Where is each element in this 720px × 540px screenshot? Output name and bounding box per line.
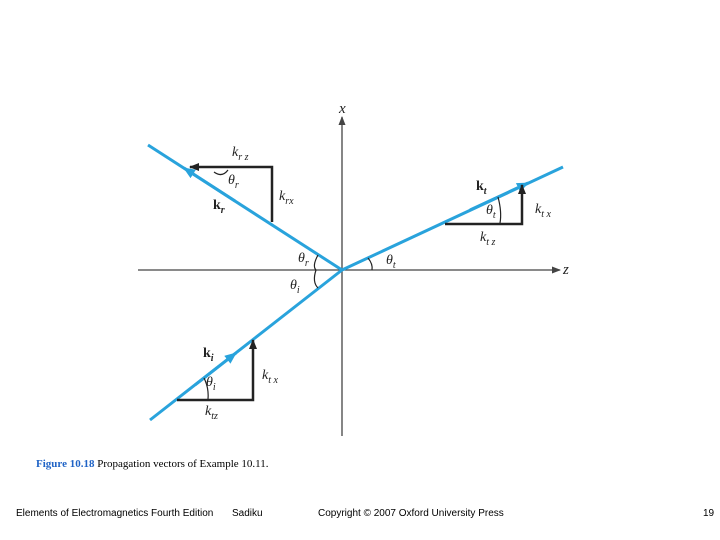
footer-author: Sadiku	[232, 508, 263, 519]
reflected-vector-label: $k_r$	[213, 198, 225, 216]
incident-ray-arrow	[195, 353, 236, 385]
incident-vector-label: $k_i$	[203, 346, 214, 364]
reflected-ray	[148, 145, 342, 270]
transmitted-vector-label: $k_t$	[476, 179, 487, 197]
figure-number: Figure 10.18	[36, 458, 95, 470]
z-axis-label: z	[563, 262, 569, 278]
footer-book-title: Elements of Electromagnetics Fourth Edition	[16, 508, 214, 519]
footer-copyright: Copyright © 2007 Oxford University Press	[318, 508, 504, 519]
transmitted-z-component-label: $k_{t z}$	[480, 230, 496, 248]
origin-transmitted-arc	[368, 258, 372, 270]
incident-x-component-label: $k_{t x}$	[262, 368, 278, 386]
incident-angle-label: $\theta_i$	[206, 375, 216, 393]
transmitted-angle-label: $\theta_t$	[486, 203, 496, 221]
transmitted-angle-arc-outer	[498, 197, 501, 223]
incident-z-component-label: $k_{tz}$	[205, 404, 218, 422]
reflected-z-component-label: $k_{r z}$	[232, 145, 249, 163]
origin-reflected-angle-label: $\theta_r$	[298, 251, 309, 269]
origin-incident-angle-label: $\theta_i$	[290, 278, 300, 296]
origin-transmitted-angle-label: $\theta_t$	[386, 253, 396, 271]
figure-caption-text: Propagation vectors of Example 10.11.	[97, 458, 269, 470]
incident-ray	[150, 270, 342, 420]
x-axis-label: x	[339, 101, 346, 117]
origin-reflected-arc	[314, 255, 318, 270]
transmitted-x-component-label: $k_{t x}$	[535, 202, 551, 220]
reflected-x-component-label: $k_{rx}$	[279, 189, 294, 207]
reflected-angle-label: $\theta_r$	[228, 173, 239, 191]
transmitted-ray	[342, 167, 563, 270]
origin-incident-arc	[314, 270, 318, 288]
footer-page-number: 19	[703, 508, 715, 519]
reflected-angle-arc-outer	[214, 170, 228, 175]
figure-caption	[36, 458, 269, 470]
